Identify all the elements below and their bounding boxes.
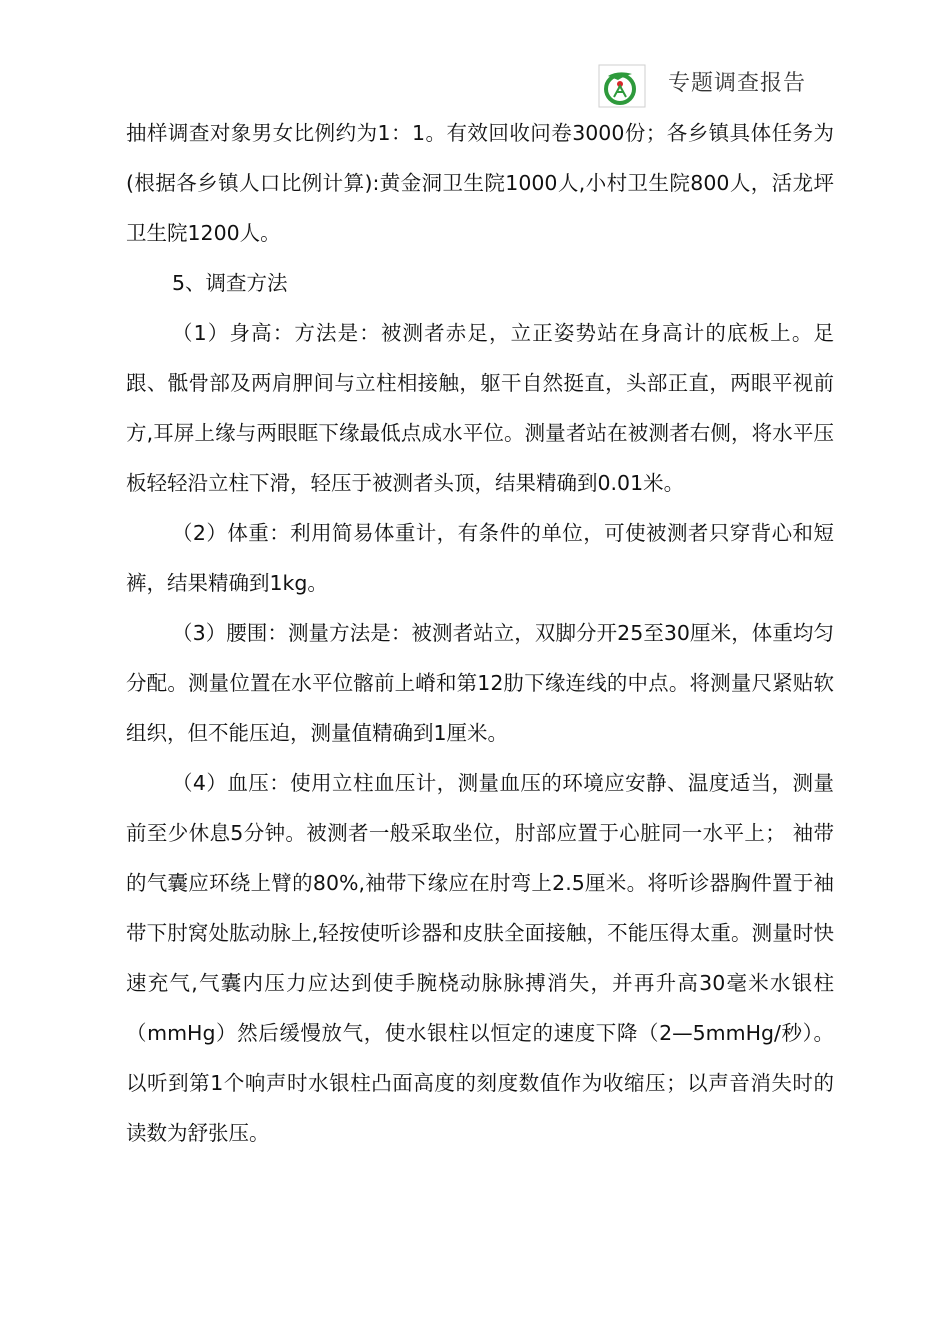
paragraph-waist: （3）腰围：测量方法是：被测者站立，双脚分开25至30厘米，体重均匀分配。测量位置在水平位髂前上嵴和第12肋下缘连线的中点。将测量尺紧贴软组织，但不能压迫，测量值精确到1厘米。: [126, 621, 834, 745]
paragraph-height: （1）身高：方法是：被测者赤足，立正姿势站在身高计的底板上。足跟、骶骨部及两肩胛间与立柱相接触，躯干自然挺直，头部正直，两眼平视前方,耳屏上缘与两眼眶下缘最低点成水平位。测量者站在被测者右侧，将水平压板轻轻沿立柱下滑，轻压于被测者头顶，结果精确到0.01米。: [126, 321, 834, 495]
logo-icon: [598, 64, 646, 108]
paragraph-blood-pressure: （4）血压：使用立柱血压计，测量血压的环境应安静、温度适当，测量前至少休息5分钟。被测者一般采取坐位，肘部应置于心脏同一水平上； 袖带的气囊应环绕上臂的80%,袖带下缘应在肘弯上2.5厘米。将听诊器胸件置于袖带下肘窝处肱动脉上,轻按使听诊器和皮肤全面接触，不能压得太重。测量时快速充气,气囊内压力应达到使手腕桡动脉脉搏消失，并再升高30毫米水银柱（mmHg）然后缓慢放气，使水银柱以恒定的速度下降（2—5mmHg/秒）。以听到第1个响声时水银柱凸面高度的刻度数值作为收缩压；以声音消失时的读数为舒张压。: [126, 771, 834, 1145]
page-header: [598, 60, 898, 110]
section-heading-methods: 5、调查方法: [172, 271, 288, 295]
paragraph-weight: （2）体重：利用简易体重计，有条件的单位，可使被测者只穿背心和短裤，结果精确到1kg。: [126, 521, 834, 595]
paragraph-sampling: 抽样调查对象男女比例约为1：1。有效回收问卷3000份；各乡镇具体任务为(根据各乡镇人口比例计算):黄金洞卫生院1000人,小村卫生院800人，活龙坪卫生院1200人。: [126, 121, 834, 245]
document-body: [126, 108, 834, 1158]
header-title: 专题调查报告: [668, 71, 807, 96]
